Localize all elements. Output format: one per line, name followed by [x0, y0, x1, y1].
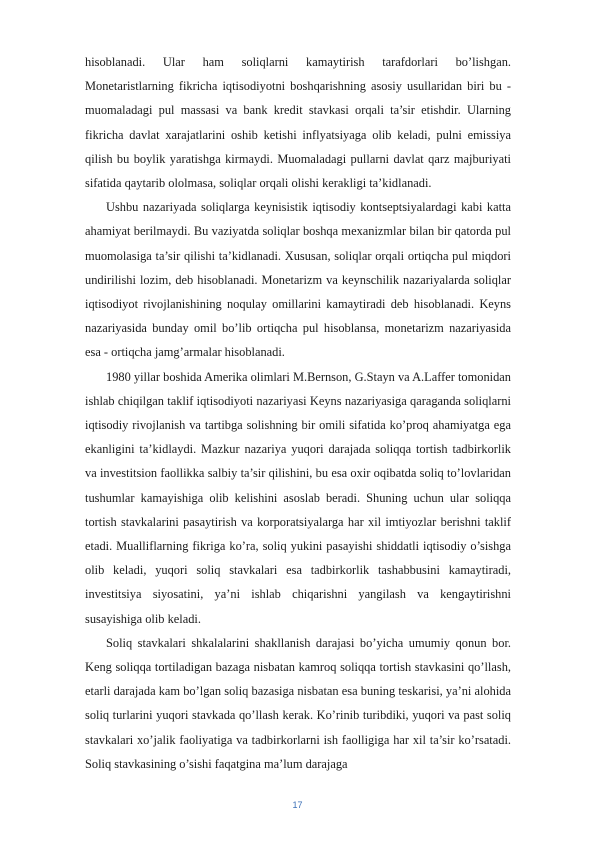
- page-number: 17: [292, 800, 303, 810]
- paragraph-continuation: hisoblanadi. Ular ham soliqlarni kamaytirish tarafdorlari bo’lishgan. Monetaristlarning fikricha iqtisodiyotni boshqarishning asosiy usullaridan biri bu - muomaladagi pul massasi va bank kredit stavkasi orqali ta’sir etishdir. Ularning fikricha davlat xarajatlarini oshib ketishi inflyatsiyaga olib keladi, pulni emissiya qilish bu boylik yaratishga kirmaydi. Muomaladagi pullarni davlat qarz majburiyati sifatida qaytarib ololmasa, soliqlar orqali olishi kerakligi ta’kidlanadi.: [85, 55, 511, 191]
- paragraph-tax-rate-scales: Soliq stavkalari shkalalarini shakllanish darajasi bo’yicha umumiy qonun bor. Keng soliqqa tortiladigan bazaga nisbatan kamroq soliqqa tortish stavkasini qo’llash, etarli darajada kam bo’lgan soliq bazasiga nisbatan esa buning teskarisi, ya’ni alohida soliq turlarini yuqori stavkada qo’llash kerak. Ko’rinib turibdiki, yuqori va past soliq stavkalari xo’jalik faoliyatiga va tadbirkorlarni ish faolligiga har xil ta’sir ko’rsatadi. Soliq stavkasining o’sishi faqatgina ma’lum darajaga: [85, 635, 511, 771]
- document-page: [85, 50, 511, 776]
- paragraph-monetarism-taxes: Ushbu nazariyada soliqlarga keynisistik iqtisodiy kontseptsiyalardagi kabi katta ahamiyat berilmaydi. Bu vaziyatda soliqlar boshqa mexanizmlar bilan bir qatorda pul muomolasiga ta’sir qilishi ta’kidlanadi. Xususan, soliqlar orqali ortiqcha pul miqdori undirilishi lozim, deb hisoblanadi. Monetarizm va keynschilik nazariyalarda soliqlar iqtisodiyot rivojlanishining noqulay omillarini kamaytiradi deb hisoblanadi. Keyns nazariyasida bunday omil bo’lib ortiqcha pul hisoblansa, monetarizm nazariyasida esa - ortiqcha jamg’armalar hisoblanadi.: [85, 200, 511, 360]
- paragraph-supply-side-theory: 1980 yillar boshida Amerika olimlari M.Bernson, G.Stayn va A.Laffer tomonidan ishlab chiqilgan taklif iqtisodiyoti nazariyasi Keyns nazariyasiga qaraganda soliqlarni iqtisodiy rivojlanish va tartibga solishning bir omili sifatida ko’proq ahamiyatga ega ekanligini ta’kidlaydi. Mazkur nazariya yuqori darajada soliqqa tortish tadbirkorlik va investitsion faollikka salbiy ta’sir qilishini, bu esa oxir oqibatda soliq to’lovlaridan tushumlar kamayishiga olib kelishini asoslab beradi. Shuning uchun ular soliqqa tortish stavkalarini pasaytirish va korporatsiyalarga har xil imtiyozlar berishni taklif etadi. Mualliflarning fikriga ko’ra, soliq yukini pasayishi shiddatli iqtisodiy o’sishga olib keladi, yuqori soliq stavkalari esa tadbirkorlik tashabbusini kamaytiradi, investitsiya siyosatini, ya’ni ishlab chiqarishni yangilash va kengaytirishni susayishiga olib keladi.: [85, 369, 511, 626]
